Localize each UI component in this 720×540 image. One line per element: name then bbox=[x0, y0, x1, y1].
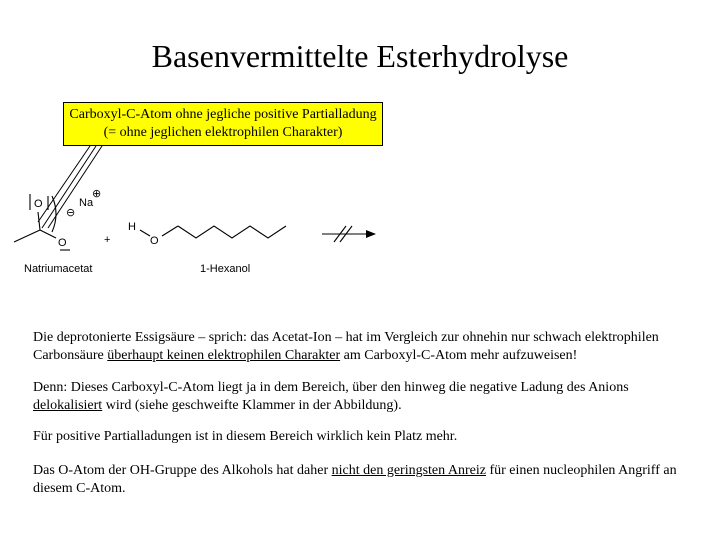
hexanol-label: 1-Hexanol bbox=[200, 263, 251, 275]
hexanol-hydrogen: H bbox=[128, 221, 136, 233]
plus-sign: + bbox=[104, 234, 111, 246]
sodium-label: Na bbox=[79, 197, 94, 209]
callout-line-1: Carboxyl-C-Atom ohne jegliche positive Partialladung bbox=[69, 107, 377, 122]
underline-no-incentive: nicht den geringsten Anreiz bbox=[331, 463, 486, 478]
paragraph-delocalized: Denn: Dieses Carboxyl-C-Atom liegt ja in dem Bereich, über den hinweg die negative Ladung des Anions delokalisiert wird (siehe geschweifte Klammer in der Abbildung). bbox=[33, 380, 629, 413]
underline-delocalized: delokalisiert bbox=[33, 398, 103, 413]
paragraph-acetate: Die deprotonierte Essigsäure – sprich: das Acetat-Ion – hat im Vergleich zur ohnehin nur schwach elektrophilen Carbonsäure überhaupt keinen elektrophilen Charakter am Carboxyl-C-Atom mehr aufzuweisen! bbox=[33, 330, 659, 363]
reaction-arrow-head bbox=[366, 230, 376, 238]
callout-line-2: (= ohne jeglichen elektrophilen Charakter) bbox=[103, 125, 343, 140]
blocked-reaction-arrow bbox=[322, 226, 370, 242]
hexanol-chain bbox=[140, 226, 286, 238]
acetate-oxygen-2: O bbox=[58, 237, 67, 249]
paragraph-no-partial-charge: Für positive Partialladungen ist in diesem Bereich wirklich kein Platz mehr. bbox=[33, 429, 458, 444]
hexanol-oxygen: O bbox=[150, 235, 159, 247]
paragraph-no-incentive: Das O-Atom der OH-Gruppe des Alkohols hat daher nicht den geringsten Anreiz für einen nucleophilen Angriff an diesem C-Atom. bbox=[33, 463, 677, 496]
sodium-charge: ⊕ bbox=[92, 188, 102, 200]
acetate-charge: ⊖ bbox=[66, 207, 76, 219]
acetate-oxygen-1: O bbox=[34, 198, 43, 210]
slide-title: Basenvermittelte Esterhydrolyse bbox=[151, 38, 569, 74]
acetate-label: Natriumacetat bbox=[24, 263, 93, 275]
underline-no-electrophilic: überhaupt keinen elektrophilen Charakter bbox=[107, 348, 341, 363]
